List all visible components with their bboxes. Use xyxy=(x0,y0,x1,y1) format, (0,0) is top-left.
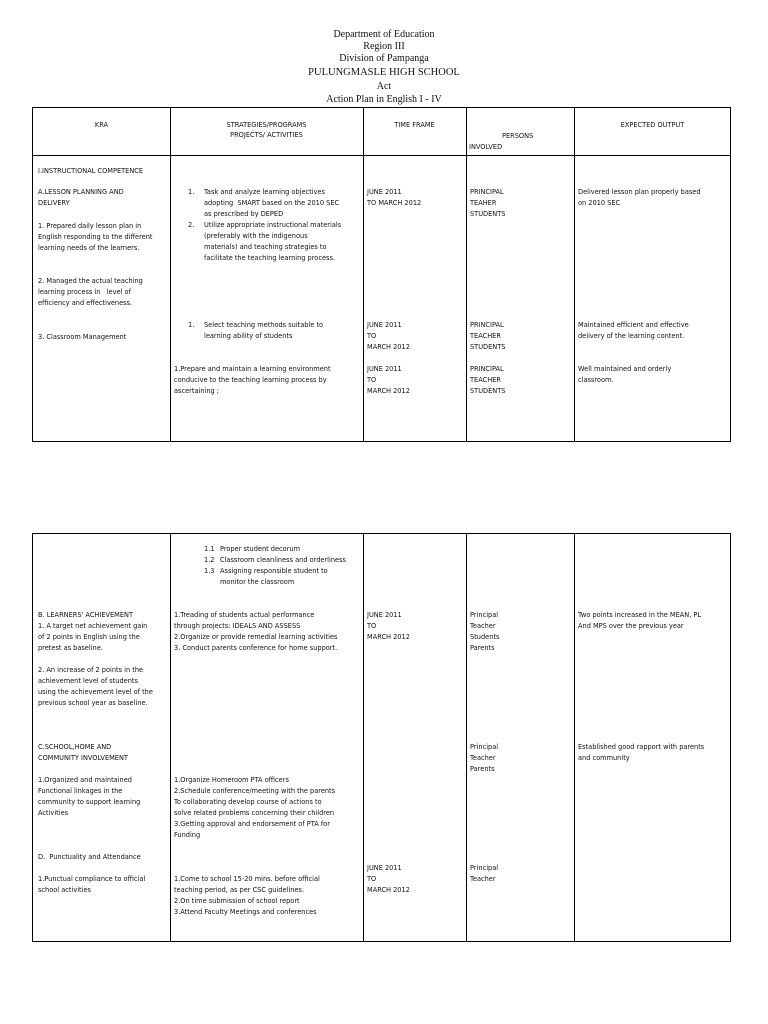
header-department: Department of Education xyxy=(333,29,435,40)
strategy-text: Select teaching methods suitable to xyxy=(204,321,324,329)
kra-text: efficiency and effectiveness. xyxy=(38,299,133,307)
column-divider xyxy=(363,108,364,441)
expected-output-text: And MPS over the previous year xyxy=(578,622,684,630)
person-text: TEAHER xyxy=(470,199,497,207)
strategy-text: 2.Schedule conference/meeting with the parents xyxy=(174,787,336,795)
column-divider xyxy=(170,534,171,941)
strategy-text: 3.Getting approval and endorsement of PTA for xyxy=(174,820,330,828)
strategy-text: To collaborating develop course of actions to xyxy=(174,798,322,806)
column-header-expected-output: EXPECTED OUTPUT xyxy=(620,121,685,129)
header-school: PULUNGMASLE HIGH SCHOOL xyxy=(308,67,460,78)
person-text: Teacher xyxy=(470,875,496,883)
expected-output-text: on 2010 SEC xyxy=(578,199,621,207)
expected-output-text: Established good rapport with parents xyxy=(578,743,705,751)
list-number: 2. xyxy=(188,221,195,229)
strategy-text: learning ability of students xyxy=(204,332,293,340)
strategy-text: (preferably with the indigenous xyxy=(204,232,308,240)
column-divider xyxy=(574,108,575,441)
section-heading: C.SCHOOL,HOME AND xyxy=(38,743,112,751)
column-divider xyxy=(170,108,171,441)
kra-text: community to support learning xyxy=(38,798,141,806)
strategy-text: materials) and teaching strategies to xyxy=(204,243,327,251)
expected-output-text: Maintained efficient and effective xyxy=(578,321,689,329)
kra-text: English responding to the different xyxy=(38,233,153,241)
header-act: Act xyxy=(376,81,392,92)
strategy-text: adopting SMART based on the 2010 SEC xyxy=(204,199,340,207)
strategy-text: 3. Conduct parents conference for home support. xyxy=(174,644,338,652)
kra-text: previous school year as baseline. xyxy=(38,699,148,707)
kra-text: learning needs of the learners. xyxy=(38,244,140,252)
person-text: STUDENTS xyxy=(470,210,506,218)
kra-text: 3. Classroom Management xyxy=(38,333,127,341)
column-header-time-frame: TIME FRAME xyxy=(394,121,435,129)
strategy-text: facilitate the teaching learning process. xyxy=(204,254,335,262)
expected-output-text: Two points increased in the MEAN, PL xyxy=(578,611,702,619)
section-heading: COMMUNITY INVOLVEMENT xyxy=(38,754,128,762)
expected-output-text: classroom. xyxy=(578,376,614,384)
time-frame-text: JUNE 2011 xyxy=(367,864,402,872)
header-division: Division of Pampanga xyxy=(339,53,429,64)
column-divider xyxy=(574,534,575,941)
strategy-text: conducive to the teaching learning process by xyxy=(174,376,327,384)
strategy-text: 2.On time submission of school report xyxy=(174,897,300,905)
column-divider xyxy=(363,534,364,941)
expected-output-text: delivery of the learning content. xyxy=(578,332,685,340)
kra-text: Activities xyxy=(38,809,69,817)
strategy-text: 2.Organize or provide remedial learning activities xyxy=(174,633,338,641)
action-plan-table-1 xyxy=(32,107,731,442)
list-number: 1.1 xyxy=(204,545,215,553)
section-heading: D. Punctuality and Attendance xyxy=(38,853,141,861)
person-text: STUDENTS xyxy=(470,387,506,395)
kra-text: school activities xyxy=(38,886,91,894)
kra-text: 1.Organized and maintained xyxy=(38,776,132,784)
list-number: 1. xyxy=(188,321,195,329)
strategy-text: 1.Treading of students actual performance xyxy=(174,611,315,619)
time-frame-text: MARCH 2012 xyxy=(367,387,410,395)
time-frame-text: JUNE 2011 xyxy=(367,611,402,619)
person-text: PRINCIPAL xyxy=(470,365,504,373)
header-region: Region III xyxy=(363,41,405,52)
person-text: Principal xyxy=(470,611,499,619)
kra-text: using the achievement level of the xyxy=(38,688,153,696)
person-text: Parents xyxy=(470,765,495,773)
header-row-divider xyxy=(33,155,730,156)
strategy-text: 1.Come to school 15-20 mins. before official xyxy=(174,875,320,883)
kra-text: 1.Punctual compliance to official xyxy=(38,875,146,883)
person-text: Students xyxy=(470,633,500,641)
person-text: Principal xyxy=(470,743,499,751)
time-frame-text: MARCH 2012 xyxy=(367,343,410,351)
kra-text: pretest as baseline. xyxy=(38,644,103,652)
kra-text: 1. A target net achievement gain xyxy=(38,622,148,630)
expected-output-text: Delivered lesson plan properly based xyxy=(578,188,701,196)
time-frame-text: JUNE 2011 xyxy=(367,188,402,196)
time-frame-text: JUNE 2011 xyxy=(367,365,402,373)
kra-text: 2. Managed the actual teaching xyxy=(38,277,143,285)
strategy-text: 3.Attend Faculty Meetings and conferences xyxy=(174,908,317,916)
time-frame-text: MARCH 2012 xyxy=(367,633,410,641)
kra-text: learning process in level of xyxy=(38,288,131,296)
time-frame-text: TO xyxy=(367,376,377,384)
person-text: PRINCIPAL xyxy=(470,188,504,196)
time-frame-text: TO xyxy=(367,622,377,630)
strategy-text: Task and analyze learning objectives xyxy=(204,188,325,196)
column-header-strategies: STRATEGIES/PROGRAMS xyxy=(226,121,307,129)
strategy-text: Classroom cleanliness and orderliness xyxy=(220,556,346,564)
section-heading: I.INSTRUCTIONAL COMPETENCE xyxy=(38,167,144,175)
list-number: 1.2 xyxy=(204,556,215,564)
kra-text: Functional linkages in the xyxy=(38,787,123,795)
column-header-involved: INVOLVED xyxy=(469,143,503,151)
kra-text: achievement level of students xyxy=(38,677,138,685)
strategy-text: 1.Organize Homeroom PTA officers xyxy=(174,776,289,784)
person-text: TEACHER xyxy=(470,376,501,384)
time-frame-text: TO xyxy=(367,875,377,883)
strategy-text: through projects: IDEALS AND ASSESS xyxy=(174,622,301,630)
person-text: STUDENTS xyxy=(470,343,506,351)
time-frame-text: MARCH 2012 xyxy=(367,886,410,894)
kra-text: of 2 points in English using the xyxy=(38,633,140,641)
strategy-text: teaching period, as per CSC guidelines. xyxy=(174,886,304,894)
person-text: TEACHER xyxy=(470,332,501,340)
strategy-text: Utilize appropriate instructional materials xyxy=(204,221,342,229)
list-number: 1.3 xyxy=(204,567,215,575)
column-header-projects: PROJECTS/ ACTIVITIES xyxy=(230,131,303,139)
strategy-text: 1.Prepare and maintain a learning environment xyxy=(174,365,331,373)
time-frame-text: TO xyxy=(367,332,377,340)
section-heading: B. LEARNERS' ACHIEVEMENT xyxy=(38,611,133,619)
header-title: Action Plan in English I - IV xyxy=(326,94,442,105)
person-text: Teacher xyxy=(470,622,496,630)
column-divider xyxy=(466,108,467,441)
action-plan-table-2 xyxy=(32,533,731,942)
column-header-kra: KRA xyxy=(94,121,109,129)
strategy-text: ascertaining ; xyxy=(174,387,220,395)
time-frame-text: JUNE 2011 xyxy=(367,321,402,329)
strategy-text: Funding xyxy=(174,831,201,839)
column-divider xyxy=(466,534,467,941)
strategy-text: Assigning responsible student to xyxy=(220,567,328,575)
person-text: Teacher xyxy=(470,754,496,762)
expected-output-text: and community xyxy=(578,754,630,762)
time-frame-text: TO MARCH 2012 xyxy=(367,199,422,207)
strategy-text: as prescribed by DEPED xyxy=(204,210,284,218)
person-text: Parents xyxy=(470,644,495,652)
kra-text: A.LESSON PLANNING AND xyxy=(38,188,124,196)
strategy-text: monitor the classroom xyxy=(220,578,295,586)
column-header-persons: PERSONS xyxy=(502,132,534,140)
list-number: 1. xyxy=(188,188,195,196)
kra-text: DELIVERY xyxy=(38,199,70,207)
strategy-text: solve related problems concerning their children xyxy=(174,809,335,817)
strategy-text: Proper student decorum xyxy=(220,545,301,553)
kra-text: 2. An increase of 2 points in the xyxy=(38,666,144,674)
kra-text: 1. Prepared daily lesson plan in xyxy=(38,222,142,230)
person-text: PRINCIPAL xyxy=(470,321,504,329)
expected-output-text: Well maintained and orderly xyxy=(578,365,672,373)
person-text: Principal xyxy=(470,864,499,872)
